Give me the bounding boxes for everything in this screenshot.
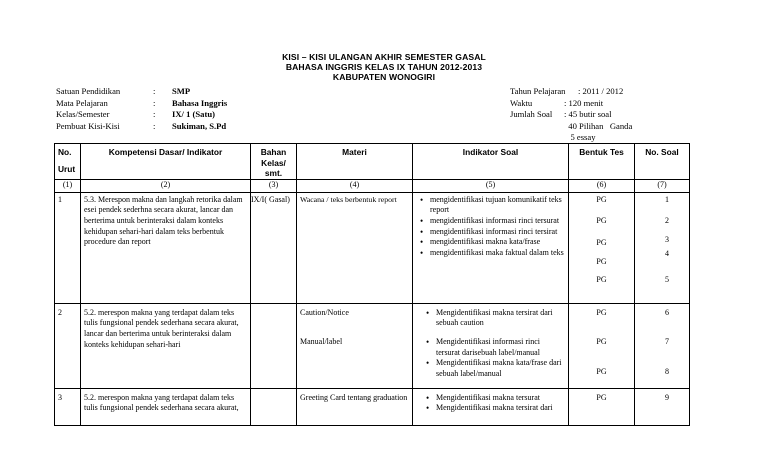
- list-item: • mengidentifikasi makna kata/frase: [430, 237, 565, 248]
- doc-title-line-2: BAHASA INGGRIS KELAS IX TAHUN 2012-2013: [285, 62, 483, 72]
- bentuk-item: PG: [596, 256, 607, 266]
- table-header-row: [55, 144, 690, 180]
- row-indikator: [413, 192, 569, 303]
- meta-colon: :: [153, 86, 156, 96]
- list-item: • mengidentifikasi informasi rinci tersurat: [430, 216, 565, 227]
- row-indikator: [413, 303, 569, 388]
- meta-value: Sukiman, S.Pd: [172, 120, 227, 131]
- row-kelas: [251, 303, 297, 388]
- col-number: (6): [569, 179, 635, 192]
- col-header-bentuk: Bentuk Tes: [569, 144, 635, 180]
- list-item: • Mengidentifikasi informasi rinci tersurat darisebuah label/manual: [436, 337, 565, 358]
- meta-colon: :: [153, 97, 156, 108]
- row-kd: 5.2. merespon makna yang terdapat dalam teks tulis fungsional pendek sederhana secara akurat,: [81, 388, 251, 425]
- row-no: 2: [55, 303, 81, 388]
- list-item: • mengidentifikasi maka faktual dalam teks: [430, 248, 565, 259]
- col-number: (5): [413, 179, 569, 192]
- meta-value: : 120 menit: [564, 97, 604, 108]
- col-number: (2): [81, 179, 251, 192]
- meta-value: SMP: [172, 86, 191, 96]
- meta-label: Satuan Pendidikan: [56, 86, 121, 96]
- col-header-nosoal: No. Soal: [635, 144, 690, 180]
- meta-value: 5 essay: [564, 132, 596, 142]
- row-no: 3: [55, 388, 81, 425]
- nosoal-item: 4: [665, 248, 669, 258]
- list-item: • mengidentifikasi informasi rinci tersirat: [430, 227, 565, 238]
- meta-colon: :: [153, 109, 156, 119]
- header-bahan: Bahan: [260, 147, 287, 157]
- meta-value: : 2011 / 2012: [578, 86, 624, 96]
- table-row: [55, 303, 690, 388]
- meta-label: Kelas/Semester: [56, 109, 110, 119]
- indikator-list: [416, 308, 565, 380]
- table-row: [55, 192, 690, 303]
- col-header-materi: Materi: [297, 144, 413, 180]
- meta-label: Pembuat Kisi-Kisi: [56, 120, 120, 131]
- col-header-kd: Kompetensi Dasar/ Indikator: [81, 144, 251, 180]
- list-item: • Mengidentifikasi makna tersirat dari: [436, 403, 565, 414]
- nosoal-item: 3: [665, 234, 669, 244]
- bentuk-item: PG: [596, 275, 607, 285]
- col-header-no: [55, 144, 81, 180]
- row-materi: Greeting Card tentang graduation: [297, 388, 413, 425]
- row-materi: Wacana / teks berbentuk report: [297, 192, 413, 303]
- indikator-list: [416, 393, 565, 414]
- meta-value: IX/ 1 (Satu): [172, 109, 215, 119]
- row-nosoal: 9: [635, 388, 690, 425]
- header-no: No.: [58, 147, 72, 157]
- list-item: • Mengidentifikasi makna tersurat: [436, 393, 565, 404]
- row-indikator: [413, 388, 569, 425]
- nosoal-item: 6: [665, 307, 669, 317]
- meta-value: : 45 butir soal: [564, 109, 612, 119]
- row-no: 1: [55, 192, 81, 303]
- col-number: (7): [635, 179, 690, 192]
- bentuk-item: PG: [596, 337, 607, 347]
- bentuk-item: PG: [596, 307, 607, 317]
- list-item: • mengidentifikasi tujuan komunikatif teks report: [430, 195, 565, 216]
- doc-title-line-3: KABUPATEN WONOGIRI: [332, 72, 436, 82]
- row-bentuk: [569, 303, 635, 388]
- column-number-row: [55, 179, 690, 192]
- row-kelas: IX/I( Gasal): [251, 192, 297, 303]
- col-number: (3): [251, 179, 297, 192]
- row-nosoal: [635, 192, 690, 303]
- kisi-table: [54, 143, 690, 426]
- row-bentuk: [569, 192, 635, 303]
- col-number: (4): [297, 179, 413, 192]
- indikator-list: [416, 195, 565, 259]
- row-kd: 5.2. merespon makna yang terdapat dalam teks tulis fungsional pendek sederhana secara akurat, lancar dan berterima untuk berinteraksi dalam konteks kehidupan sehari-hari: [81, 303, 251, 388]
- meta-label: Waktu: [510, 97, 533, 108]
- nosoal-item: 1: [665, 194, 669, 204]
- header-urut: Urut: [58, 163, 76, 174]
- materi-manual: Manual/label: [300, 337, 343, 347]
- row-materi: [297, 303, 413, 388]
- row-kelas: [251, 388, 297, 425]
- bentuk-item: PG: [596, 194, 607, 204]
- meta-colon: :: [153, 120, 156, 131]
- header-kelas: Kelas/ smt.: [261, 157, 286, 179]
- meta-value: Bahasa Inggris: [172, 97, 228, 108]
- list-item: • Mengidentifikasi makna kata/frase dari sebuah label/manual: [436, 358, 565, 379]
- row-nosoal: [635, 303, 690, 388]
- table-row: [55, 388, 690, 425]
- col-header-indikator: Indikator Soal: [413, 144, 569, 180]
- bentuk-item: PG: [596, 366, 607, 376]
- row-kd: 5.3. Merespon makna dan langkah retorika dalam esei pendek sederhna secara akurat, lancar dan berterima untuk berinteraksi dalam konteks kehidupan sehari-hari dalam teks berbentuk procedure dan report: [81, 192, 251, 303]
- bentuk-item: PG: [596, 237, 607, 247]
- nosoal-item: 8: [665, 366, 669, 376]
- materi-caution: Caution/Notice: [300, 307, 349, 317]
- row-bentuk: PG: [569, 388, 635, 425]
- meta-value: 40 Pilihan Ganda: [564, 120, 633, 131]
- meta-label: Mata Pelajaran: [56, 97, 108, 108]
- nosoal-item: 7: [665, 337, 669, 347]
- list-item: • Mengidentifikasi makna tersirat dari sebuah caution: [436, 308, 565, 329]
- nosoal-item: 5: [665, 275, 669, 285]
- col-header-bahan: [251, 144, 297, 180]
- nosoal-item: 2: [665, 216, 669, 226]
- bentuk-item: PG: [596, 216, 607, 226]
- meta-label: Tahun Pelajaran: [510, 86, 566, 96]
- col-number: (1): [55, 179, 81, 192]
- meta-label: Jumlah Soal: [510, 109, 553, 119]
- doc-title-line-1: KISI – KISI ULANGAN AKHIR SEMESTER GASAL: [282, 52, 486, 62]
